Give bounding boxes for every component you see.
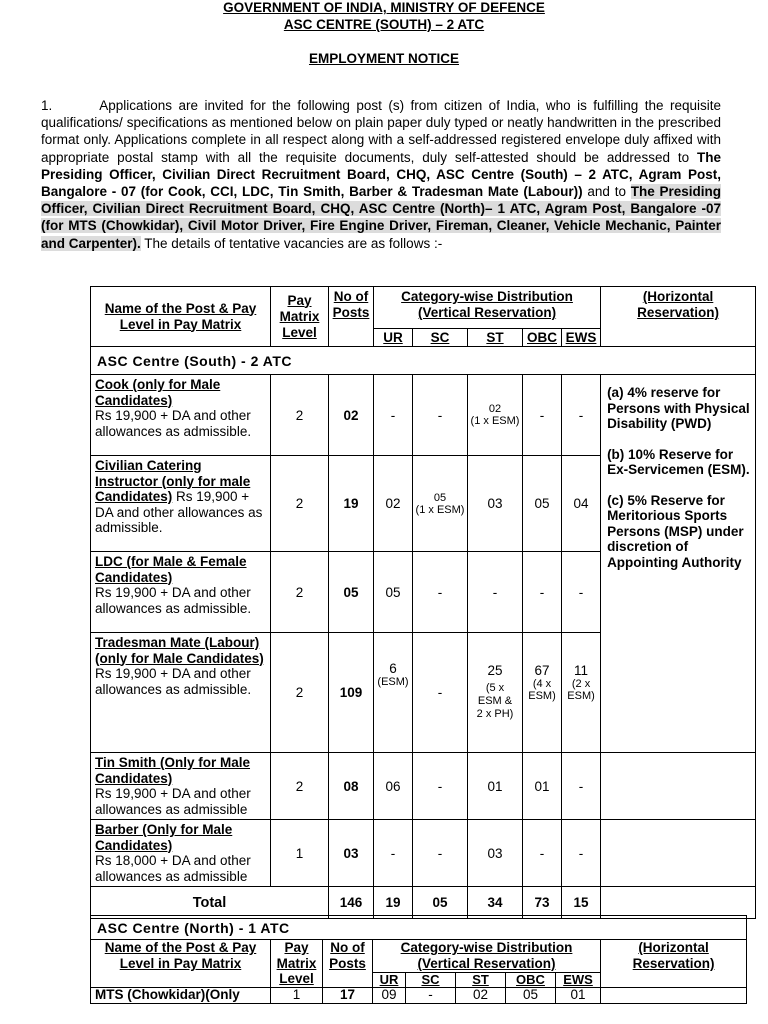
col-header-st: ST (456, 973, 506, 987)
header-centre: ASC CENTRE (SOUTH) – 2 ATC (283, 17, 485, 32)
total-horizontal-empty (601, 887, 756, 919)
posts-count: 05 (329, 552, 374, 633)
sc-count: - (406, 987, 456, 1003)
pay-level: 2 (271, 456, 329, 552)
ews-count: - (562, 552, 601, 633)
col-header-st: ST (468, 329, 523, 347)
post-name: MTS (Chowkidar)(Only (91, 987, 271, 1003)
total-posts: 146 (329, 887, 374, 919)
post-name: Tradesman Mate (Labour) (only for Male Candidates) Rs 19,900 + DA and other allowances as admissible. (91, 633, 271, 753)
post-name: Cook (only for Male Candidates) Rs 19,900 + DA and other allowances as admissible. (91, 375, 271, 456)
col-header-pay: Pay Matrix Level (271, 287, 329, 347)
col-header-ur: UR (374, 329, 413, 347)
ews-count: - (562, 375, 601, 456)
ur-count: 09 (373, 987, 406, 1003)
table-row (91, 753, 756, 820)
ews-count: - (562, 820, 601, 887)
st-count: 02 (456, 987, 506, 1003)
total-ur: 19 (374, 887, 413, 919)
col-header-ews: EWS (556, 973, 601, 987)
st-count: 01 (468, 753, 523, 820)
sc-count: - (413, 375, 468, 456)
total-obc: 73 (523, 887, 562, 919)
st-count: 03 (468, 456, 523, 552)
north-address: The Presiding Officer, Civilian Direct Recruitment Board, CHQ, ASC Centre (North)– 1 ATC, Agram Post, Bangalore -07 (for MTS (Chowkidar), Civil Motor Driver, Fire Engine Driver, Fireman, Cleaner, Vehicle Mechanic, Painter and Carpenter). (41, 184, 721, 251)
col-header-obc: OBC (523, 329, 562, 347)
horizontal-empty (601, 753, 756, 820)
st-count: 02 (1 x ESM) (468, 375, 523, 456)
ur-count: 6 (ESM) (374, 633, 413, 753)
post-name: LDC (for Male & Female Candidates) Rs 19,900 + DA and other allowances as admissible. (91, 552, 271, 633)
ur-count: - (374, 375, 413, 456)
reservation-msp: (c) 5% Reserve for Meritorious Sports Persons (MSP) under discretion of Appointing Authority (607, 492, 744, 570)
col-header-post: Name of the Post & Pay Level in Pay Matrix (91, 287, 271, 347)
post-name: Tin Smith (Only for Male Candidates) Rs 19,900 + DA and other allowances as admissible (91, 753, 271, 820)
posts-count: 02 (329, 375, 374, 456)
south-vacancy-table (90, 286, 756, 919)
total-sc: 05 (413, 887, 468, 919)
col-header-posts: No of Posts (329, 287, 374, 347)
pay-level: 2 (271, 375, 329, 456)
reservation-pwd: (a) 4% reserve for Persons with Physical Disability (PWD) (607, 385, 750, 431)
posts-count: 03 (329, 820, 374, 887)
sc-count: 05 (1 x ESM) (413, 456, 468, 552)
sc-count: - (413, 753, 468, 820)
col-header-pay: Pay Matrix Level (271, 940, 323, 988)
col-header-horizontal: (Horizontal Reservation) (601, 287, 756, 347)
total-ews: 15 (562, 887, 601, 919)
para-number: 1. (41, 98, 53, 113)
col-header-obc: OBC (506, 973, 556, 987)
pay-level: 2 (271, 753, 329, 820)
pay-level: 1 (271, 820, 329, 887)
col-header-sc: SC (413, 329, 468, 347)
table-row (91, 375, 756, 456)
post-name: Civilian Catering Instructor (only for male Candidates) Rs 19,900 + DA and other allowances as admissible. (91, 456, 271, 552)
col-header-post: Name of the Post & Pay Level in Pay Matrix (91, 940, 271, 988)
ur-count: 02 (374, 456, 413, 552)
obc-count: - (523, 375, 562, 456)
st-count: - (468, 552, 523, 633)
intro-paragraph (41, 97, 721, 252)
col-header-ur: UR (373, 973, 406, 987)
col-header-horizontal: (Horizontal Reservation) (601, 940, 747, 988)
horizontal-empty (601, 820, 756, 887)
para-text-3: The details of tentative vacancies are as follows :- (140, 235, 443, 251)
col-header-ews: EWS (562, 329, 601, 347)
col-header-category: Category-wise Distribution (Vertical Reservation) (373, 940, 601, 973)
obc-count: 05 (523, 456, 562, 552)
sc-count: - (413, 820, 468, 887)
obc-count: - (523, 552, 562, 633)
reservation-esm: (b) 10% Reserve for Ex-Servicemen (ESM). (607, 446, 750, 477)
horizontal-reservation (601, 375, 756, 753)
header-ministry: GOVERNMENT OF INDIA, MINISTRY OF DEFENCE (223, 0, 545, 15)
notice-title: EMPLOYMENT NOTICE (308, 51, 459, 66)
sc-count: - (413, 552, 468, 633)
ews-count: 11 (2 x ESM) (562, 633, 601, 753)
col-header-category: Category-wise Distribution (Vertical Reservation) (374, 287, 601, 329)
table-row (91, 820, 756, 887)
sc-count: - (413, 633, 468, 753)
para-text-1: Applications are invited for the following post (s) from citizen of India, who is fulfilling the requisite qualifications/ specifications as mentioned below on plain paper duly typed or neatly handwritten in the prescribed format only. Applications complete in all respect along with a self-addressed registered envelope duly affixed with appropriate postal stamp with all the requisite documents, duly self-attested should be addressed to (41, 98, 721, 165)
south-section-title: ASC Centre (South) - 2 ATC (91, 347, 756, 375)
total-st: 34 (468, 887, 523, 919)
st-count: 25 (5 x ESM & 2 x PH) (468, 633, 523, 753)
ur-count: - (374, 820, 413, 887)
ews-count: 01 (556, 987, 601, 1003)
obc-count: 05 (506, 987, 556, 1003)
ews-count: 04 (562, 456, 601, 552)
col-header-posts: No of Posts (323, 940, 373, 988)
obc-count: - (523, 820, 562, 887)
obc-count: 67 (4 x ESM) (523, 633, 562, 753)
col-header-sc: SC (406, 973, 456, 987)
para-text-2: and to (582, 184, 631, 200)
pay-level: 2 (271, 633, 329, 753)
posts-count: 17 (323, 987, 373, 1003)
posts-count: 08 (329, 753, 374, 820)
horizontal-empty (601, 987, 747, 1003)
pay-level: 2 (271, 552, 329, 633)
total-label: Total (91, 887, 329, 919)
ur-count: 05 (374, 552, 413, 633)
south-address: The Presiding Officer, Civilian Direct Recruitment Board, CHQ, ASC Centre (South) – 2 ATC, Agram Post, Bangalore - 07 (for Cook, CCI, LDC, Tin Smith, Barber & Tradesman Mate (Labour)) (41, 149, 721, 200)
ews-count: - (562, 753, 601, 820)
table-row (91, 987, 747, 1003)
ur-count: 06 (374, 753, 413, 820)
posts-count: 19 (329, 456, 374, 552)
north-vacancy-table (90, 915, 747, 1004)
north-section-title: ASC Centre (North) - 1 ATC (91, 916, 747, 940)
obc-count: 01 (523, 753, 562, 820)
posts-count: 109 (329, 633, 374, 753)
post-name: Barber (Only for Male Candidates) Rs 18,000 + DA and other allowances as admissible (91, 820, 271, 887)
pay-level: 1 (271, 987, 323, 1003)
st-count: 03 (468, 820, 523, 887)
total-row (91, 887, 756, 919)
